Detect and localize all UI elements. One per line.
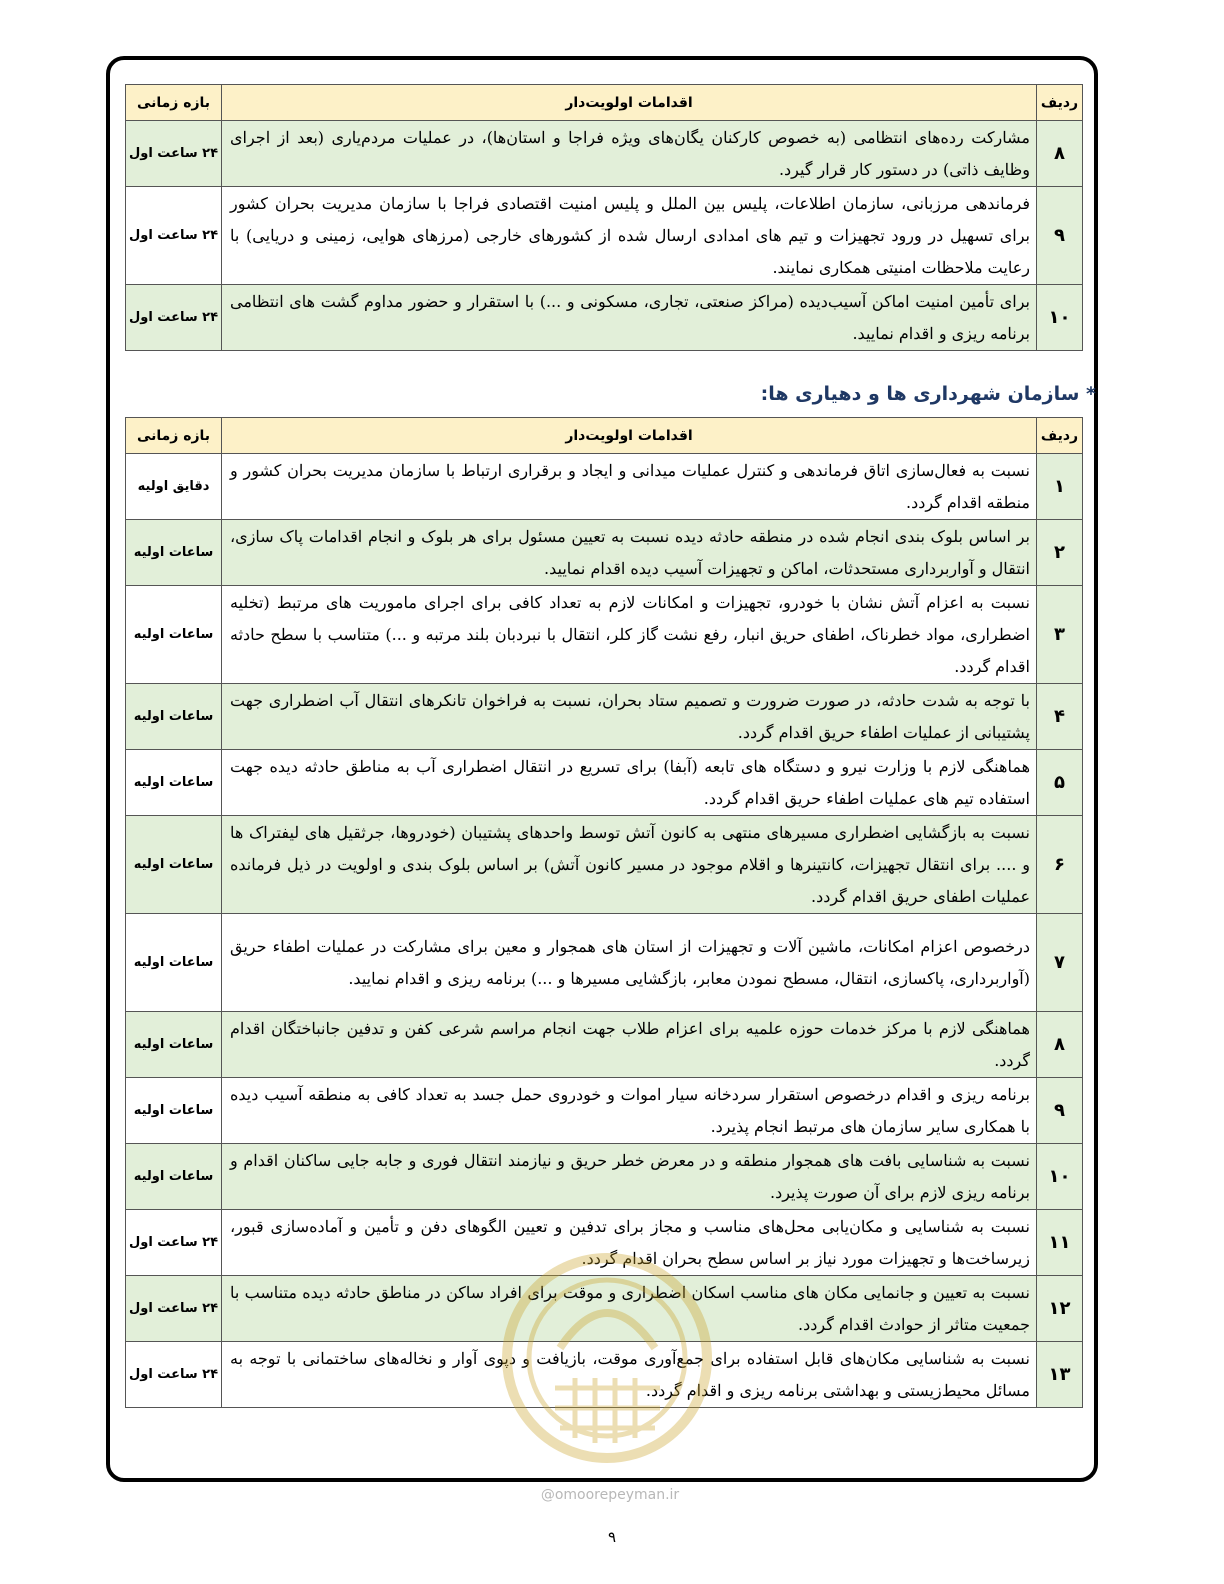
header-time-frame: بازه زمانی: [126, 418, 222, 454]
header-row-number: ردیف: [1037, 418, 1083, 454]
row-number: ۱۲: [1037, 1276, 1083, 1342]
row-number: ۱۱: [1037, 1210, 1083, 1276]
table-row: [126, 454, 1083, 520]
table-row: [126, 187, 1083, 285]
table1-body: [126, 121, 1083, 351]
header-priority-actions: اقدامات اولویت‌دار: [222, 85, 1037, 121]
table-row: [126, 1144, 1083, 1210]
time-frame: ۲۴ ساعت اول: [126, 187, 222, 285]
time-frame: ساعات اولیه: [126, 1078, 222, 1144]
action-text: هماهنگی لازم با وزارت نیرو و دستگاه های تابعه (آبفا) برای تسریع در انتقال اضطراری آب به مناطق حادثه دیده جهت استفاده تیم های عملیات اطفاء حریق اقدام گردد.: [222, 750, 1037, 816]
table-row: [126, 1078, 1083, 1144]
table-row: [126, 816, 1083, 914]
row-number: ۱: [1037, 454, 1083, 520]
action-text: برای تأمین امنیت اماکن آسیب‌دیده (مراکز صنعتی، تجاری، مسکونی و ...) با استقرار و حضور مداوم گشت های انتظامی برنامه ریزی و اقدام نمایید.: [222, 285, 1037, 351]
action-text: نسبت به اعزام آتش نشان با خودرو، تجهیزات و امکانات لازم به تعداد کافی برای اجرای ماموریت های مرتبط (تخلیه اضطراری، مواد خطرناک، اطفای حریق انبار، رفع نشت گاز کلر، انتقال با نبردبان بلند مرتبه و ...) متناسب با سطح حادثه اقدام گردد.: [222, 586, 1037, 684]
table-row: [126, 285, 1083, 351]
row-number: ۶: [1037, 816, 1083, 914]
table-row: [126, 750, 1083, 816]
row-number: ۱۰: [1037, 285, 1083, 351]
table-row: [126, 520, 1083, 586]
table-header-row: [126, 85, 1083, 121]
time-frame: ساعات اولیه: [126, 914, 222, 1012]
time-frame: ساعات اولیه: [126, 520, 222, 586]
watermark-text: @omoorepeyman.ir: [540, 1487, 680, 1503]
table-row: [126, 1276, 1083, 1342]
time-frame: ساعات اولیه: [126, 586, 222, 684]
table-row: [126, 1342, 1083, 1408]
time-frame: ساعات اولیه: [126, 1144, 222, 1210]
table-row: [126, 1210, 1083, 1276]
row-number: ۴: [1037, 684, 1083, 750]
section-title-municipalities: * سازمان شهرداری ها و دهیاری ها:: [760, 383, 1096, 405]
row-number: ۸: [1037, 121, 1083, 187]
action-text: درخصوص اعزام امکانات، ماشین آلات و تجهیزات از استان های همجوار و معین برای مشارکت در عملیات اطفاء حریق (آواربرداری، پاکسازی، انتقال، مسطح نمودن معابر، بازگشایی مسیرها و ...) برنامه ریزی و اقدام نمایید.: [222, 914, 1037, 1012]
time-frame: ساعات اولیه: [126, 750, 222, 816]
priority-actions-table-municipalities: [125, 417, 1083, 1408]
time-frame: ۲۴ ساعت اول: [126, 1210, 222, 1276]
action-text: فرماندهی مرزبانی، سازمان اطلاعات، پلیس بین الملل و پلیس امنیت اقتصادی فراجا با سازمان مدیریت بحران کشور برای تسهیل در ورود تجهیزات و تیم های امدادی ارسال شده از کشورهای خارجی (مرزهای هوایی، زمینی و دریایی) با رعایت ملاحظات امنیتی همکاری نمایند.: [222, 187, 1037, 285]
time-frame: ۲۴ ساعت اول: [126, 1342, 222, 1408]
row-number: ۹: [1037, 1078, 1083, 1144]
action-text: نسبت به شناسایی بافت های همجوار منطقه و در معرض خطر حریق و نیازمند انتقال فوری و جابه جایی ساکنان اقدام و برنامه ریزی لازم برای آن صورت پذیرد.: [222, 1144, 1037, 1210]
priority-actions-table-police: [125, 84, 1083, 351]
row-number: ۷: [1037, 914, 1083, 1012]
time-frame: ساعات اولیه: [126, 1012, 222, 1078]
time-frame: ۲۴ ساعت اول: [126, 285, 222, 351]
action-text: مشارکت رده‌های انتظامی (به خصوص کارکنان یگان‌های ویژه فراجا و استان‌ها)، در عملیات مردم‌یاری (بعد از اجرای وظایف ذاتی) در دستور کار قرار گیرد.: [222, 121, 1037, 187]
row-number: ۱۳: [1037, 1342, 1083, 1408]
row-number: ۹: [1037, 187, 1083, 285]
action-text: نسبت به بازگشایی اضطراری مسیرهای منتهی به کانون آتش توسط واحدهای پشتیبان (خودروها، جرثقیل های لیفتراک ها و .... برای انتقال تجهیزات، کانتینرها و اقلام موجود در مسیر کانون آتش) بر اساس بلوک بندی و اولویت در ذیل فرمانده عملیات اطفای حریق اقدام گردد.: [222, 816, 1037, 914]
action-text: برنامه ریزی و اقدام درخصوص استقرار سردخانه سیار اموات و خودروی حمل جسد به تعداد کافی به منطقه آسیب دیده با همکاری سایر سازمان های مرتبط انجام پذیرد.: [222, 1078, 1037, 1144]
action-text: نسبت به شناسایی و مکان‌یابی محل‌های مناسب و مجاز برای تدفین و تعیین الگوهای دفن و تأمین و آماده‌سازی قبور، زیرساخت‌ها و تجهیزات مورد نیاز بر اساس سطح بحران اقدام گردد.: [222, 1210, 1037, 1276]
time-frame: دقایق اولیه: [126, 454, 222, 520]
table-row: [126, 1012, 1083, 1078]
row-number: ۵: [1037, 750, 1083, 816]
row-number: ۲: [1037, 520, 1083, 586]
action-text: نسبت به شناسایی مکان‌های قابل استفاده برای جمع‌آوری موقت، بازیافت و دپوی آوار و نخاله‌های ساختمانی با توجه به مسائل محیط‌زیستی و بهداشتی برنامه ریزی و اقدام گردد.: [222, 1342, 1037, 1408]
action-text: بر اساس بلوک بندی انجام شده در منطقه حادثه دیده نسبت به تعیین مسئول برای هر بلوک و انجام اقدامات پاک سازی، انتقال و آواربرداری مستحدثات، اماکن و تجهیزات آسیب دیده اقدام نمایید.: [222, 520, 1037, 586]
action-text: نسبت به فعال‌سازی اتاق فرماندهی و کنترل عملیات میدانی و ایجاد و برقراری ارتباط با سازمان مدیریت بحران کشور و منطقه اقدام گردد.: [222, 454, 1037, 520]
row-number: ۸: [1037, 1012, 1083, 1078]
action-text: با توجه به شدت حادثه، در صورت ضرورت و تصمیم ستاد بحران، نسبت به فراخوان تانکرهای انتقال آب اضطراری جهت پشتیبانی از عملیات اطفاء حریق اقدام گردد.: [222, 684, 1037, 750]
table2-body: [126, 454, 1083, 1408]
action-text: هماهنگی لازم با مرکز خدمات حوزه علمیه برای اعزام طلاب جهت انجام مراسم شرعی کفن و تدفین جانباختگان اقدام گردد.: [222, 1012, 1037, 1078]
table-row: [126, 121, 1083, 187]
table-row: [126, 914, 1083, 1012]
time-frame: ۲۴ ساعت اول: [126, 121, 222, 187]
table-header-row: [126, 418, 1083, 454]
header-row-number: ردیف: [1037, 85, 1083, 121]
page-number: ۹: [607, 1528, 617, 1546]
time-frame: ۲۴ ساعت اول: [126, 1276, 222, 1342]
time-frame: ساعات اولیه: [126, 684, 222, 750]
table-row: [126, 586, 1083, 684]
header-priority-actions: اقدامات اولویت‌دار: [222, 418, 1037, 454]
row-number: ۳: [1037, 586, 1083, 684]
time-frame: ساعات اولیه: [126, 816, 222, 914]
header-time-frame: بازه زمانی: [126, 85, 222, 121]
row-number: ۱۰: [1037, 1144, 1083, 1210]
table-row: [126, 684, 1083, 750]
action-text: نسبت به تعیین و جانمایی مکان های مناسب اسکان اضطراری و موقت برای افراد ساکن در مناطق حادثه دیده متناسب با جمعیت متاثر از حوادث اقدام گردد.: [222, 1276, 1037, 1342]
